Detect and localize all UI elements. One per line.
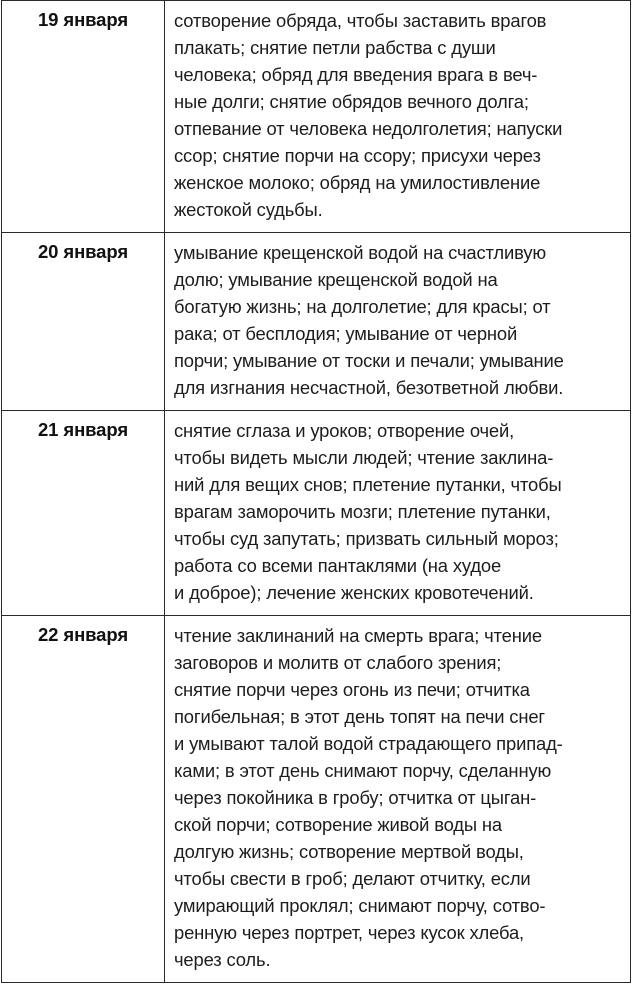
text-line: врагам заморочить мозги; плетение путанки, (174, 501, 551, 522)
text-line: чтение заклинаний на смерть врага; чтение (174, 625, 542, 646)
text-line: для изгнания несчастной, безответной любви. (174, 377, 564, 398)
text-line: человека; обряд для введения врага в веч- (174, 64, 538, 85)
text-line: ссор; снятие порчи на ссору; присухи через (174, 145, 541, 166)
description-text (174, 239, 622, 401)
description-text (174, 417, 622, 606)
text-line: богатую жизнь; на долголетие; для красы; от (174, 296, 551, 317)
ritual-calendar-table (1, 0, 631, 983)
date-label: 19 января (37, 9, 129, 30)
date-cell (2, 1, 165, 233)
text-line: снятие сглаза и уроков; отворение очей, (174, 420, 515, 441)
description-cell (165, 616, 631, 983)
text-line: ской порчи; сотворение живой воды на (174, 814, 502, 835)
text-line: порчи; умывание от тоски и печали; умывание (174, 350, 564, 371)
text-line: отпевание от человека недолголетия; напуски (174, 118, 563, 139)
description-text (174, 7, 622, 223)
text-line: женское молоко; обряд на умилостивление (174, 172, 541, 193)
text-line: плакать; снятие петли рабства с души (174, 37, 496, 58)
text-line: работа со всеми пантаклями (на худое (174, 555, 502, 576)
date-label: 20 января (37, 241, 129, 262)
text-line: рака; от бесплодия; умывание от черной (174, 323, 518, 344)
text-line: умирающий проклял; снимают порчу, сотво- (174, 895, 546, 916)
date-cell (2, 411, 165, 616)
text-line: ные долги; снятие обрядов вечного долга; (174, 91, 529, 112)
text-line: ренную через портрет, через кусок хлеба, (174, 922, 524, 943)
date-label: 21 января (37, 419, 129, 440)
text-line: долю; умывание крещенской водой на (174, 269, 498, 290)
text-line: через покойника в гробу; отчитка от цыган- (174, 787, 537, 808)
text-line: жестокой судьбы. (174, 199, 323, 220)
text-line: и доброе); лечение женских кровотечений. (174, 582, 534, 603)
text-line: снятие порчи через огонь из печи; отчитка (174, 679, 530, 700)
text-line: через соль. (174, 949, 271, 970)
table-row (2, 616, 631, 983)
description-text (174, 622, 622, 973)
text-line: долгую жизнь; сотворение мертвой воды, (174, 841, 524, 862)
text-line: сотворение обряда, чтобы заставить врагов (174, 10, 547, 31)
text-line: чтобы видеть мысли людей; чтение заклина- (174, 447, 554, 468)
text-line: погибельная; в этот день топят на печи снег (174, 706, 545, 727)
table-row (2, 233, 631, 411)
text-line: ний для вещих снов; плетение путанки, чтобы (174, 474, 562, 495)
description-cell (165, 1, 631, 233)
table-row (2, 411, 631, 616)
date-cell (2, 233, 165, 411)
table-row (2, 1, 631, 233)
text-line: и умывают талой водой страдающего припад- (174, 733, 563, 754)
text-line: ками; в этот день снимают порчу, сделанную (174, 760, 552, 781)
text-line: заговоров и молитв от слабого зрения; (174, 652, 502, 673)
date-label: 22 января (37, 624, 129, 645)
date-cell (2, 616, 165, 983)
text-line: чтобы свести в гроб; делают отчитку, если (174, 868, 531, 889)
text-line: чтобы суд запутать; призвать сильный мороз; (174, 528, 559, 549)
description-cell (165, 411, 631, 616)
description-cell (165, 233, 631, 411)
table-body (2, 1, 631, 983)
text-line: умывание крещенской водой на счастливую (174, 242, 547, 263)
